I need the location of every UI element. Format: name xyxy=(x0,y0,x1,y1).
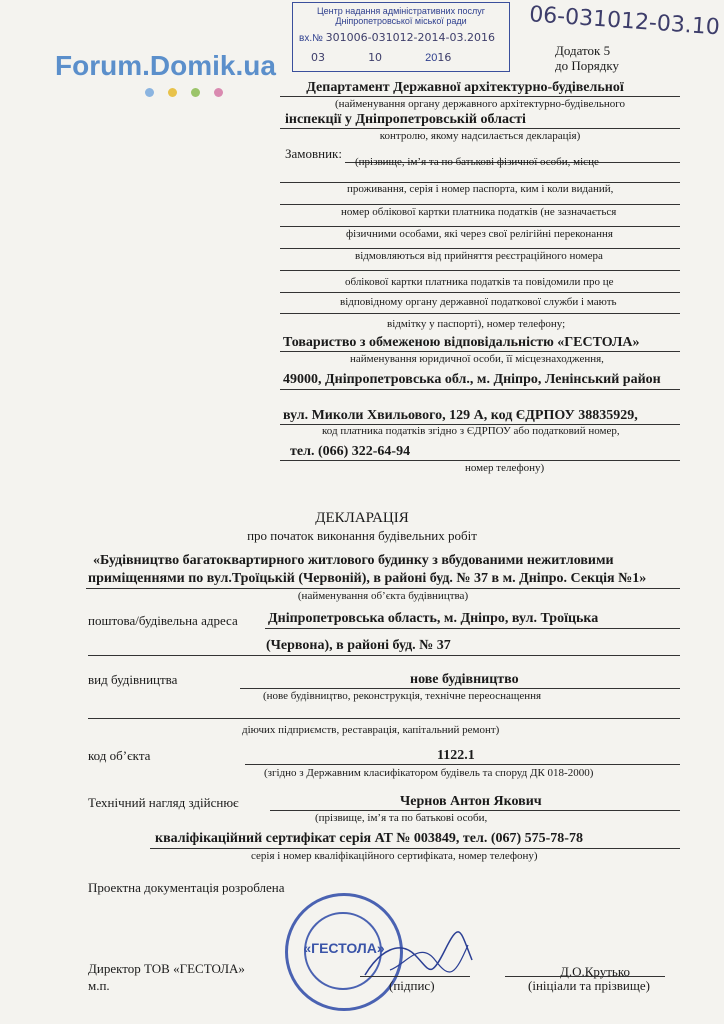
customer-address2: вул. Миколи Хвильового, 129 А, код ЄДРПОУ 38835929, xyxy=(283,408,638,423)
stamp-line2: Дніпропетровської міської ради xyxy=(335,16,467,26)
authority-hint2: контролю, якому надсилається декларація) xyxy=(379,130,581,142)
signature-position: Директор ТОВ «ГЕСТОЛА» xyxy=(88,961,245,976)
construction-type-hint2: діючих підприємств, реставрація, капітальний ремонт) xyxy=(242,724,500,736)
object-code-value: 1122.1 xyxy=(437,748,475,763)
signature-mp: м.п. xyxy=(88,978,110,993)
stamp-in-no-value: 301006-031012-2014-03.2016 xyxy=(325,31,495,44)
stamp-date-year-prefix: 20 xyxy=(425,52,438,64)
object-code-hint: (згідно з Державним класифікатором будівель та споруд ДК 018-2000) xyxy=(264,767,594,779)
stamp-date-year: 16 xyxy=(437,51,452,64)
customer-hint-line: відмовляються від прийняття реєстраційного номера xyxy=(355,250,603,262)
signature-name-hint: (ініціали та прізвище) xyxy=(528,978,650,993)
address-value2: (Червона), в районі буд. № 37 xyxy=(266,638,451,653)
stamp-date-day: 03 xyxy=(311,51,325,64)
customer-hint-line: номер облікової картки платника податків (не зазначається xyxy=(341,206,617,218)
watermark-dots xyxy=(145,88,223,97)
authority-hint1: (найменування органу державного архітектурно-будівельного xyxy=(335,98,625,110)
address-label: поштова/будівельна адреса xyxy=(88,613,238,628)
authority-name2: інспекції у Дніпропетровській області xyxy=(285,112,526,127)
customer-hint-line: відповідному органу державної податкової служби і мають xyxy=(340,296,617,308)
authority-name1: Департамент Державної архітектурно-будівельної xyxy=(306,80,624,95)
construction-type-hint1: (нове будівництво, реконструкція, технічне переоснащення xyxy=(263,690,542,702)
watermark-dot xyxy=(168,88,177,97)
supervision-label: Технічний нагляд здійснює xyxy=(88,795,239,810)
customer-address1: 49000, Дніпропетровська обл., м. Дніпро, Ленінський район xyxy=(283,372,661,387)
signature-sign-hint: (підпис) xyxy=(389,978,435,993)
watermark-dot xyxy=(191,88,200,97)
address-value1: Дніпропетровська область, м. Дніпро, вул. Троїцька xyxy=(268,611,599,626)
watermark-dot xyxy=(214,88,223,97)
customer-hint-line: (прізвище, ім’я та по батькові фізичної особи, місце xyxy=(355,156,599,168)
customer-hint-line: відмітку у паспорті), номер телефону; xyxy=(387,318,566,330)
object-name-hint: (найменування об’єкта будівництва) xyxy=(297,590,469,602)
customer-code-hint: код платника податків згідно з ЄДРПОУ або податковий номер, xyxy=(322,425,620,437)
object-name-line1: «Будівництво багатоквартирного житлового будинку з вбудованими нежитловими xyxy=(93,553,614,568)
stamp-date-month: 10 xyxy=(368,51,383,64)
customer-phone-hint: номер телефону) xyxy=(465,462,545,474)
customer-phone: тел. (066) 322-64-94 xyxy=(290,444,411,459)
declaration-title: ДЕКЛАРАЦІЯ xyxy=(315,510,409,526)
design-label: Проектна документація розроблена xyxy=(88,880,285,895)
supervision-certificate: кваліфікаційний сертифікат серія АТ № 003849, тел. (067) 575-78-78 xyxy=(155,831,583,846)
customer-hint-line: облікової картки платника податків та повідомили про це xyxy=(345,276,614,288)
stamp-in-no-label: вх.№ xyxy=(299,33,323,44)
customer-company: Товариство з обмеженою відповідальністю «ГЕСТОЛА» xyxy=(283,335,640,350)
construction-type-label: вид будівництва xyxy=(88,672,178,687)
declaration-subtitle: про початок виконання будівельних робіт xyxy=(247,528,477,543)
object-code-label: код об’єкта xyxy=(88,748,151,763)
customer-company-hint: найменування юридичної особи, її місцезнаходження, xyxy=(350,353,604,365)
supervision-hint2: серія і номер кваліфікаційного сертифіката, номер телефону) xyxy=(251,850,538,862)
appendix-line1: Додаток 5 xyxy=(555,43,611,58)
supervision-hint1: (прізвище, ім’я та по батькові особи, xyxy=(315,812,488,824)
watermark-logo: Forum.Domik.ua xyxy=(55,50,276,81)
seal-text: «ГЕСТОЛА» xyxy=(303,940,385,956)
stamp-line1: Центр надання адміністративних послуг xyxy=(317,6,485,16)
customer-label: Замовник: xyxy=(285,146,342,161)
object-name-line2: приміщеннями по вул.Троїцькій (Червоній), в районі буд. № 37 в м. Дніпро. Секція №1» xyxy=(88,571,647,586)
customer-hint-line: фізичними особами, які через свої релігійні переконання xyxy=(346,228,613,240)
appendix-line2: до Порядку xyxy=(555,58,619,73)
signature-name: Д.О.Крутько xyxy=(560,964,631,979)
supervision-value: Чернов Антон Якович xyxy=(400,794,542,809)
construction-type-value: нове будівництво xyxy=(410,672,519,687)
watermark-dot xyxy=(145,88,154,97)
stamp-corner-note: 06-031012-03.10 xyxy=(528,2,721,41)
customer-hint-line: проживання, серія і номер паспорта, ким і коли виданий, xyxy=(347,183,614,195)
